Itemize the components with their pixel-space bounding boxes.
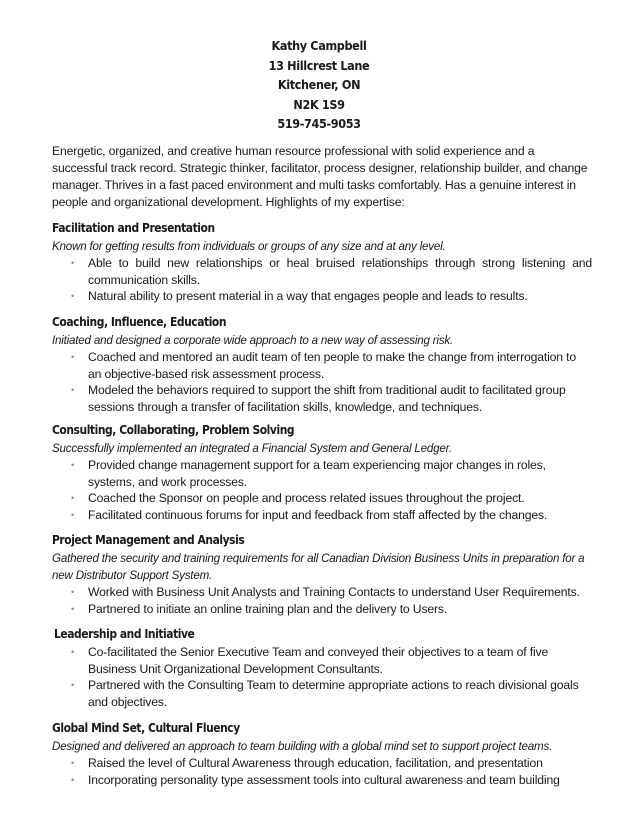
bullet-list [52,255,592,305]
bullet-icon: • [71,493,75,504]
bullet-list [52,755,592,788]
list-item: • Partnered with the Consulting Team to determine appropriate actions to reach divisional goals and objectives. [71,678,579,709]
section-title: Facilitation and Presentation [52,221,215,235]
list-item: • Raised the level of Cultural Awareness through education, facilitation, and presentation [71,756,543,770]
section-global-mindset [52,720,592,788]
section-title: Coaching, Influence, Education [52,315,227,329]
bullet-icon: • [71,587,75,597]
city-province: Kitchener, ON [277,77,361,92]
section-subtitle: Initiated and designed a corporate wide approach to a new way of assessing risk. [52,334,453,347]
bullet-icon: • [71,509,75,520]
section-coaching [52,314,592,415]
list-item: • Partnered to initiate an online training plan and the delivery to Users. [71,601,448,616]
section-subtitle: Designed and delivered an approach to team building with a global mind set to support project teams. [52,740,553,753]
section-consulting [52,422,592,523]
bullet-icon: • [71,258,75,268]
list-item: • Able to build new relationships or heal bruised relationships through strong listening and communication skills. [71,256,592,287]
bullet-icon: • [71,647,75,657]
professional-summary: Energetic, organized, and creative human resource professional with solid experience and a successful track record. Strategic thinker, facilitator, process designer, relationship builder, and change manager. Thrives in a fast paced environment and multi tasks comfortably. Has a genuine interest in people and organizational development. Highlights of my expertise: [52,144,588,209]
bullet-icon: • [71,774,75,785]
list-item: • Modeled the behaviors required to support the shift from traditional audit to facilitated group sessions through a transfer of facilitation skills, knowledge, and techniques. [71,383,566,414]
section-subtitle: Successfully implemented an integrated a Financial System and General Ledger. [52,442,452,455]
postal-code: N2K 1S9 [293,96,345,112]
list-item: • Natural ability to present material in a way that engages people and leads to results. [71,289,528,304]
bullet-list [52,584,592,617]
street-address: 13 Hillcrest Lane [268,57,370,73]
list-item: • Facilitated continuous forums for input and feedback from staff affected by the changes. [71,507,548,522]
list-item: • Incorporating personality type assessment tools into cultural awareness and team building [71,772,560,787]
bullet-list [52,349,592,415]
bullet-icon: • [71,385,75,396]
bullet-list [52,457,592,523]
list-item: • Coached the Sponsor on people and process related issues throughout the project. [71,491,525,506]
bullet-icon: • [71,680,75,691]
section-title: Leadership and Initiative [54,627,195,641]
list-item: • Provided change management support for a team experiencing major changes in roles, systems, and work processes. [71,458,546,489]
list-item: • Co-facilitated the Senior Executive Team and conveyed their objectives to a team of five Business Unit Organizational Development Consultants. [71,645,549,676]
bullet-icon: • [71,352,75,362]
section-title: Project Management and Analysis [52,533,245,547]
section-subtitle: Gathered the security and training requirements for all Canadian Division Business Units in preparation for a new Distributor Support System. [52,552,585,582]
bullet-icon: • [71,758,75,768]
section-title: Global Mind Set, Cultural Fluency [52,721,240,735]
section-leadership [54,626,594,710]
bullet-icon: • [71,291,75,302]
phone-number: 519-745-9053 [277,116,361,131]
section-subtitle: Known for getting results from individuals or groups of any size and at any level. [52,240,446,253]
section-project-management [52,532,592,617]
section-facilitation [52,220,592,305]
bullet-list [52,644,594,710]
bullet-icon: • [71,603,75,614]
list-item: • Coached and mentored an audit team of ten people to make the change from interrogation to an objective-based risk assessment process. [71,350,577,381]
list-item: • Worked with Business Unit Analysts and Training Contacts to understand User Requirements. [71,585,580,599]
contact-header [32,36,606,134]
section-title: Consulting, Collaborating, Problem Solving [52,423,295,437]
applicant-name: Kathy Campbell [271,38,367,53]
bullet-icon: • [71,460,75,470]
